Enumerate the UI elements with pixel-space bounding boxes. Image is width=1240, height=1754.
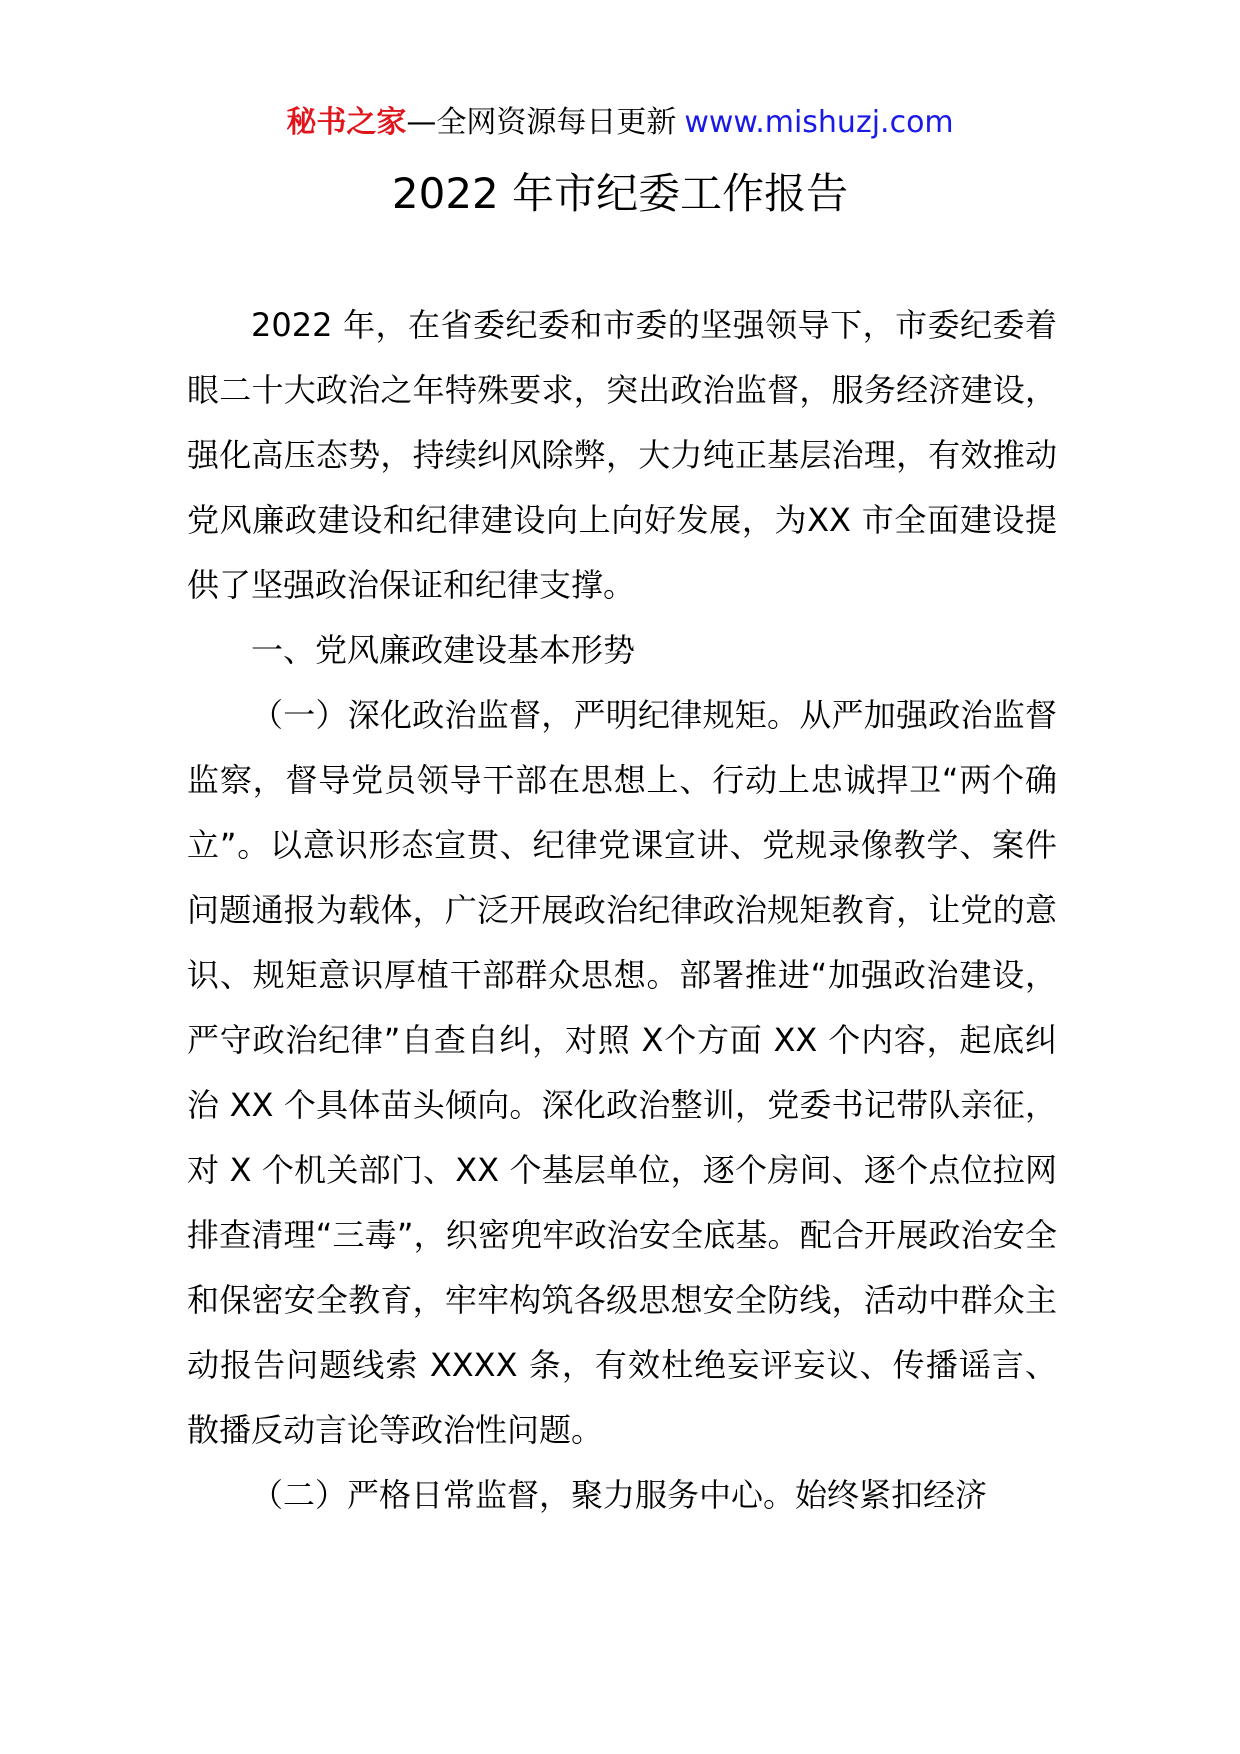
header-tagline: —全网资源每日更新 bbox=[406, 105, 677, 140]
paragraph-daily-supervision: （二）严格日常监督，聚力服务中心。始终紧扣经济 bbox=[251, 1476, 988, 1514]
site-url[interactable]: www.mishuzj.com bbox=[684, 105, 954, 140]
site-header bbox=[0, 103, 1240, 143]
brand-name: 秘书之家 bbox=[286, 105, 407, 140]
document-title: 2022 年市纪委工作报告 bbox=[391, 169, 849, 218]
section-heading: 一、党风廉政建设基本形势 bbox=[251, 631, 636, 669]
paragraph-intro: 2022 年，在省委纪委和市委的坚强领导下，市委纪委着眼二十大政治之年特殊要求，突出政治监督，服务经济建设，强化高压态势，持续纠风除弊，大力纯正基层治理，有效推动党风廉政建设和纪律建设向上向好发展，为XX 市全面建设提供了坚强政治保证和纪律支撑。 bbox=[187, 306, 1057, 604]
document-body bbox=[187, 293, 1057, 1528]
paragraph-political-supervision: （一）深化政治监督，严明纪律规矩。从严加强政治监督监察，督导党员领导干部在思想上、行动上忠诚捍卫“两个确立”。以意识形态宣贯、纪律党课宣讲、党规录像教学、案件问题通报为载体，广泛开展政治纪律政治规矩教育，让党的意识、规矩意识厚植干部群众思想。部署推进“加强政治建设，严守政治纪律”自查自纠，对照 X个方面 XX 个内容，起底纠治 XX 个具体苗头倾向。深化政治整训，党委书记带队亲征，对 X 个机关部门、XX 个基层单位，逐个房间、逐个点位拉网排查清理“三毒”，织密兜牢政治安全底基。配合开展政治安全和保密安全教育，牢牢构筑各级思想安全防线，活动中群众主动报告问题线索 XXXX 条，有效杜绝妄评妄议、传播谣言、散播反动言论等政治性问题。 bbox=[187, 696, 1057, 1449]
